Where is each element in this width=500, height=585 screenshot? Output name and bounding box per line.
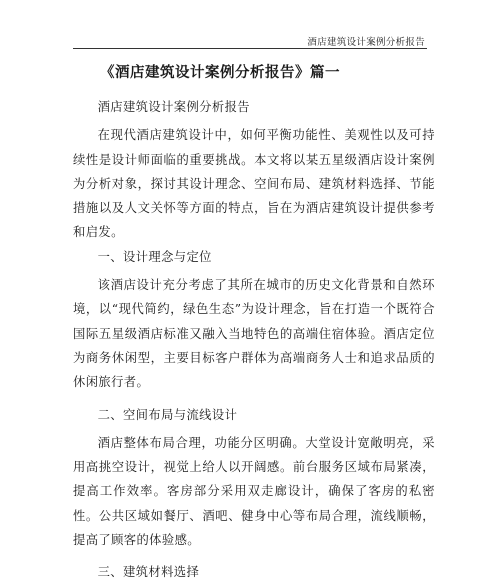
intro-paragraph: 在现代酒店建筑设计中，如何平衡功能性、美观性以及可持续性是设计师面临的重要挑战。本文将以某五星级酒店设计案例为分析对象，探讨其设计理念、空间布局、建筑材料选择、节能措施以及人文关怀等方面的特点，旨在为酒店建筑设计提供参考和启发。 [73,128,435,240]
section-1-heading: 一、设计理念与定位 [97,249,212,264]
header-divider [73,48,427,49]
running-header: 酒店建筑设计案例分析报告 [307,37,425,48]
document-body [73,95,435,585]
section-3-heading: 三、建筑材料选择 [97,565,200,580]
section-2-heading: 二、空间布局与流线设计 [97,407,238,422]
section-2-paragraph: 酒店整体布局合理，功能分区明确。大堂设计宽敞明亮，采用高挑空设计，视觉上给人以开阔感。前台服务区域布局紧凑，提高工作效率。客房部分采用双走廊设计，确保了客房的私密性。公共区域如餐厅、酒吧、健身中心等布局合理，流线顺畅，提高了顾客的体验感。 [73,435,435,548]
document-subtitle: 酒店建筑设计案例分析报告 [97,100,250,114]
section-1-paragraph: 该酒店设计充分考虑了其所在城市的历史文化背景和自然环境，以“现代简约，绿色生态”为设计理念，旨在打造一个既符合国际五星级酒店标准又融入当地特色的高端住宿体验。酒店定位为商务休闲型，主要目标客户群体为高端商务人士和追求品质的休闲旅行者。 [73,278,435,390]
document-title: 《酒店建筑设计案例分析报告》篇一 [100,64,340,81]
